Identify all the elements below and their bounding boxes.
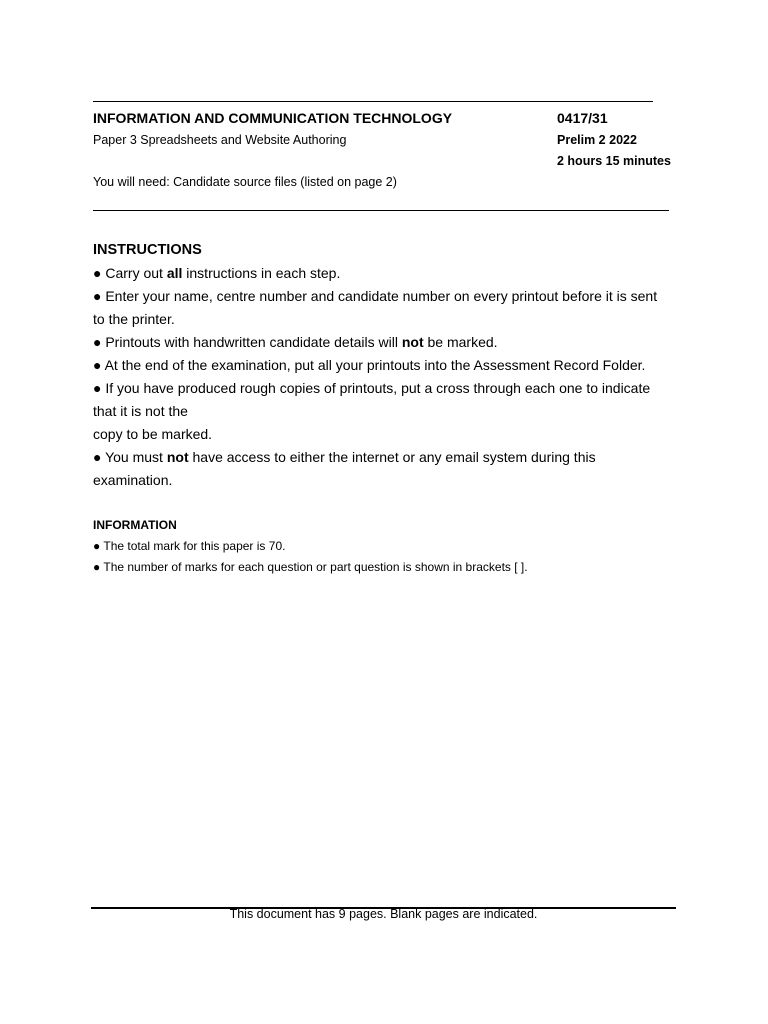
information-item-2: ● The number of marks for each question or part question is shown in brackets [ ]. [93,560,528,574]
paper-code: 0417/31 [557,110,608,126]
duration: 2 hours 15 minutes [557,154,671,168]
information-section [93,516,673,578]
instruction-item-2-line-2: to the printer. [93,311,175,327]
information-heading: INFORMATION [93,518,177,532]
instruction-item-3-emphasis: not [401,334,424,350]
instruction-item-6-line-2: examination. [93,472,173,488]
instruction-item-6-pre: ● You must [93,449,167,465]
instruction-item-6-emphasis: not [166,449,189,465]
instruction-item-5-line-3: copy to be marked. [93,426,213,442]
instruction-item-3-post: be marked. [423,334,498,350]
header-top-rule [93,101,653,102]
subject-title: INFORMATION AND COMMUNICATION TECHNOLOGY [93,110,453,126]
instructions-heading: INSTRUCTIONS [93,242,202,258]
instruction-item-1 [93,262,673,285]
instruction-item-1-pre: ● Carry out [93,265,167,281]
instruction-item-6 [93,446,673,469]
instruction-item-1-emphasis: all [166,265,183,281]
instruction-item-4: ● At the end of the examination, put all your printouts into the Assessment Record Folder. [93,357,646,373]
paper-subtitle: Paper 3 Spreadsheets and Website Authoring [93,133,347,147]
instruction-item-2-line-1: ● Enter your name, centre number and candidate number on every printout before it is sent [93,288,658,304]
footer-note: This document has 9 pages. Blank pages are indicated. [229,907,538,921]
materials-note: You will need: Candidate source files (listed on page 2) [93,175,397,189]
header-bottom-rule [93,210,669,211]
instructions-section [93,240,673,492]
information-item-1: ● The total mark for this paper is 70. [93,539,286,553]
instruction-item-5-line-1: ● If you have produced rough copies of printouts, put a cross through each one to indicate [93,380,651,396]
instruction-item-3 [93,331,673,354]
instruction-item-3-pre: ● Printouts with handwritten candidate details will [93,334,402,350]
instruction-item-6-post: have access to either the internet or any email system during this [188,449,596,465]
session: Prelim 2 2022 [557,133,637,147]
instruction-item-5-line-2: that it is not the [93,403,188,419]
instruction-item-1-post: instructions in each step. [182,265,341,281]
